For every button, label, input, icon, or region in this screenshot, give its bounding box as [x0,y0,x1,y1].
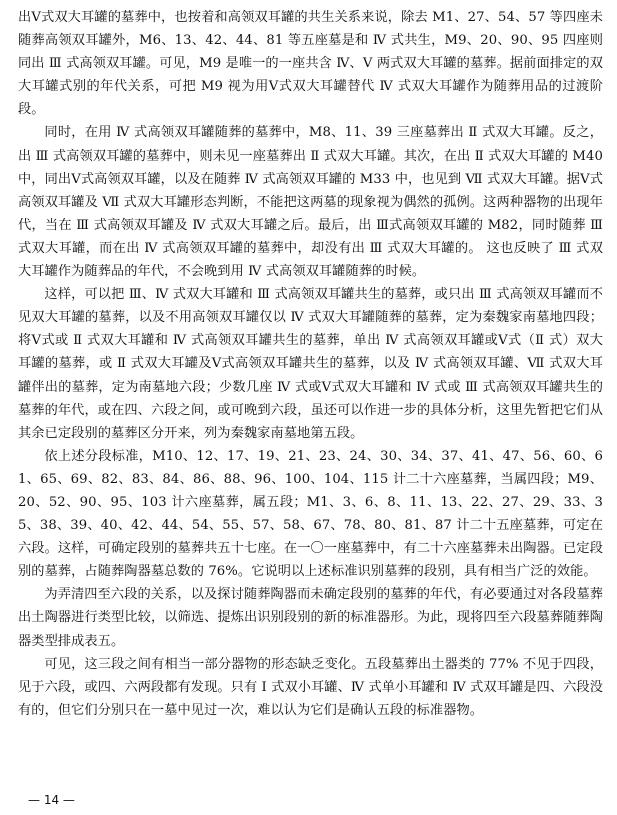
paragraph-2: 同时，在用 Ⅳ 式高领双耳罐随葬的墓葬中，M8、11、39 三座墓葬出 Ⅱ 式双大耳罐。反之，出 Ⅲ 式高领双耳罐的墓葬中，则未见一座墓葬出 Ⅱ 式双大耳罐。其次，在出 Ⅱ 式双大耳罐的 M40 中，同出Ⅴ式高领双耳罐，以及在随葬 Ⅳ 式高领双耳罐的 M33 中，也见到 Ⅶ 式双大耳罐。据Ⅴ式高领双耳罐及 Ⅶ 式双大耳罐形态判断，不能把这两墓的现象视为偶然的孤例。这两种器物的出现年代，当在 Ⅲ 式高领双耳罐及 Ⅳ 式双大耳罐之后。最后，出 Ⅲ式高领双耳罐的 M82，同时随葬 Ⅲ 式双大耳罐，而在出 Ⅳ 式高领双耳罐的墓葬中，却没有出 Ⅲ 式双大耳罐的。 这也反映了 Ⅲ 式双大耳罐作为随葬品的年代，不会晚到用 Ⅳ 式高领双耳罐随葬的时候。 [18,125,603,280]
paragraph-6: 可见，这三段之间有相当一部分器物的形态缺乏变化。五段墓葬出土器类的 77% 不见于四段，见于六段，或四、六两段都有发现。只有 Ⅰ 式双小耳罐、Ⅳ 式单小耳罐和 Ⅳ 式双耳罐是四、六段没有的，但它们分别只在一墓中见过一次，难以认为它们是确认五段的标准器物。 [18,656,603,718]
page-number: — 14 — [28,793,75,807]
paragraph-5: 为弄清四至六段的关系，以及探讨随葬陶器而未确定段别的墓葬的年代，有必要通过对各段墓葬出土陶器进行类型比较，以筛选、提炼出识别段别的新的标准器形。为此，现将四至六段墓葬随葬陶器类型排成表五。 [18,587,603,649]
paragraph-3: 这样，可以把 Ⅲ、Ⅳ 式双大耳罐和 Ⅲ 式高领双耳罐共生的墓葬，或只出 Ⅲ 式高领双耳罐而不见双大耳罐的墓葬，以及不用高领双耳罐仅以 Ⅳ 式双大耳罐随葬的墓葬，定为秦魏家南墓地四段；将Ⅴ式或 Ⅱ 式双大耳罐和 Ⅳ 式高领双耳罐共生的墓葬，单出 Ⅳ 式高领双耳罐或Ⅴ式（Ⅱ 式）双大耳罐的墓葬，或 Ⅱ 式双大耳罐及Ⅴ式高领双耳罐共生的墓葬，以及 Ⅳ 式高领双耳罐、Ⅶ 式双大耳罐伴出的墓葬，定为南墓地六段；少数几座 Ⅳ 式或Ⅴ式双大耳罐和 Ⅳ 式或 Ⅲ 式高领双耳罐共生的墓葬的年代，或在四、六段之间，或可晚到六段，虽还可以作进一步的具体分析，这里先暂把它们从其余已定段别的墓葬区分开来，列为秦魏家南墓地第五段。 [18,287,603,441]
paragraph-4: 依上述分段标准，M10、12、17、19、21、23、24、30、34、37、41、47、56、60、61、65、69、82、83、84、86、88、96、100、104、115 计二十六座墓葬，当属四段；M9、20、52、90、95、103 计六座墓葬，属五段；M1、3、6、8、11、13、22、27、29、33、35、38、39、40、42、44、54、55、57、58、67、78、80、81、87 计二十五座墓葬，可定在六段。这样，可确定段别的墓葬共五十七座。在一〇一座墓葬中，有二十六座墓葬未出陶器。已定段别的墓葬，占随葬陶器墓总数的 76%。它说明以上述标准识别墓葬的段别，具有相当广泛的效能。 [18,448,603,580]
paragraph-1: 出Ⅴ式双大耳罐的墓葬中，也按着和高领双耳罐的共生关系来说，除去 M1、27、54、57 等四座未随葬高领双耳罐外，M6、13、42、44、81 等五座墓是和 Ⅳ 式共生，M9、20、90、95 四座则同出 Ⅲ 式高领双耳罐。可见，M9 是唯一的一座共含 Ⅳ、Ⅴ 两式双大耳罐的墓葬。据前面排定的双大耳罐式别的年代关系，可把 M9 视为用Ⅴ式双大耳罐替代 Ⅳ 式双大耳罐作为随葬用品的过渡阶段。 [18,10,603,118]
